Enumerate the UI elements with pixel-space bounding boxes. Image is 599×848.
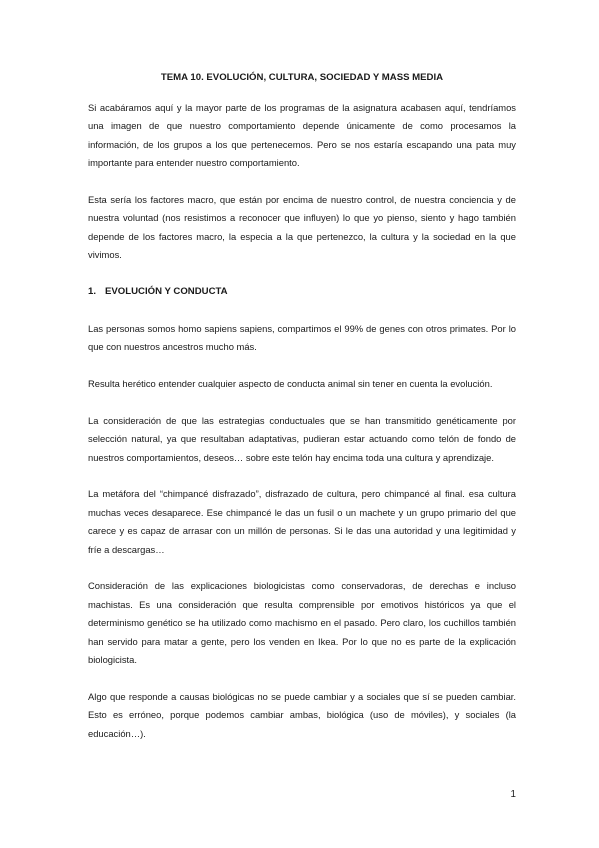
section-paragraph-5: Consideración de las explicaciones biologicistas como conservadoras, de derechas e incluso machistas. Es una consideración que resulta comprensible por emotivos históricos ya que el determinismo genético se ha utilizado como machismo en el pasado. Pero claro, los cuchillos también han servido para matar a gente, pero los venden en Ikea. Por lo que no es parte de la explicación biologicista. (88, 580, 516, 666)
section-paragraph-6: Algo que responde a causas biológicas no se puede cambiar y a sociales que sí se pueden cambiar. Esto es erróneo, porque podemos cambiar ambas, biológica (uso de móviles), y sociales (la educación…). (88, 690, 516, 739)
intro-paragraph-2: Esta sería los factores macro, que están por encima de nuestro control, de nuestra conciencia y de nuestra voluntad (nos resistimos a reconocer que influyen) lo que yo pienso, siento y hago también depende de los factores macro, la especia a la que pertenezco, la cultura y la sociedad en la que vivimos. (88, 194, 516, 261)
intro-paragraph-1: Si acabáramos aquí y la mayor parte de los programas de la asignatura acabasen aquí, tendríamos una imagen de que nuestro comportamiento depende únicamente de como procesamos la información, de los grupos a los que pertenecemos. Pero se nos estaría escapando una pata muy importante para entender nuestro comportamiento. (88, 102, 516, 169)
section-paragraph-3: La consideración de que las estrategias conductuales que se han transmitido genéticamente por selección natural, ya que resultaban adaptativas, pudieran estar actuando como telón de fondo de nuestros comportamientos, deseos… sobre este telón hay encima toda una cultura y aprendizaje. (88, 414, 516, 463)
section-paragraph-1: Las personas somos homo sapiens sapiens, compartimos el 99% de genes con otros primates. Por lo que con nuestros ancestros mucho más. (88, 322, 516, 353)
page-number: 1 (510, 789, 516, 800)
section-number: 1. (88, 286, 97, 298)
document-title: TEMA 10. EVOLUCIÓN, CULTURA, SOCIEDAD Y MASS MEDIA (160, 72, 444, 83)
section-paragraph-4: La metáfora del “chimpancé disfrazado”, disfrazado de cultura, pero chimpancé al final. esa cultura muchas veces desaparece. Ese chimpancé le das un fusil o un machete y un grupo primario del que carece y es capaz de arrasar con un millón de personas. Si le das una autoridad y una legitimidad y fríe a descargas… (88, 488, 516, 555)
section-title: EVOLUCIÓN Y CONDUCTA (105, 286, 228, 298)
section-heading (88, 283, 516, 301)
document-body (88, 99, 516, 743)
section-paragraph-2: Resulta herético entender cualquier aspecto de conducta animal sin tener en cuenta la evolución. (88, 378, 493, 390)
